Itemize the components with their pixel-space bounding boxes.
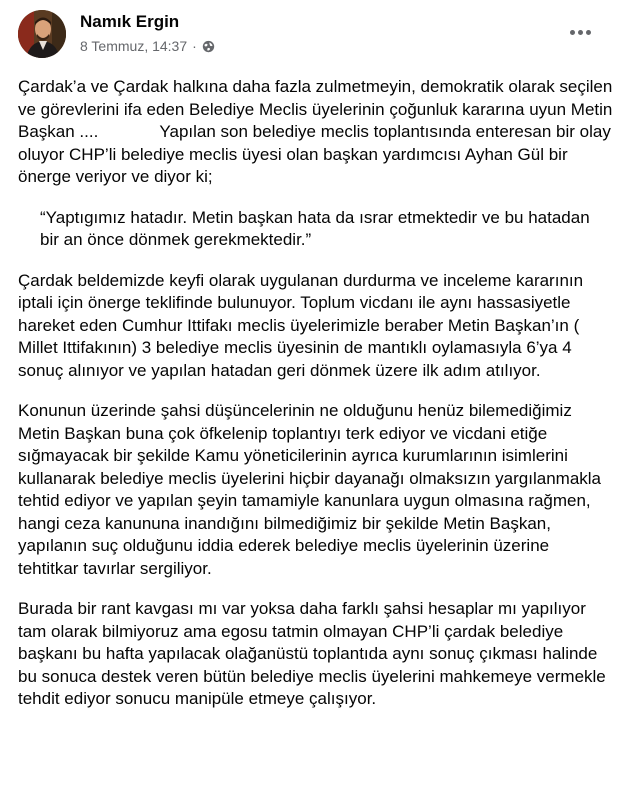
post-date[interactable]: 8 Temmuz, 14:37	[80, 38, 188, 54]
author-name[interactable]: Namık Ergin	[80, 12, 180, 31]
post-paragraph-4: Konunun üzerinde şahsi düşüncelerinin ne olduğunu henüz bilemediğimiz Metin Başkan buna çok öfkelenip toplantıyı terk ediyor ve vicdani etiğe sığmayacak bir şekilde Kamu yöneticilerinin ayrıca kurumlarının isimlerini kullanarak belediye meclis üyelerini hiçbir dayanağı olmaksızın yargılanmakla tehtid ediyor ve yapılan şeyin tamamiyle kanunlara uygun olmasına rağmen, hangi ceza kanununa inandığını bilmediğimiz bir şekilde Metin Başkan, yapılanın suç olduğunu iddia ederek belediye meclis üyelerinin üzerine tehtitkar tavırlar sergiliyor.	[18, 401, 606, 578]
post-paragraph-3: Çardak beldemizde keyfi olarak uygulanan durdurma ve inceleme kararının iptali için önerge teklifinde bulunuyor. Toplum vicdanı ile aynı hassasiyetle hareket eden Cumhur Ittifakı meclis üyelerimizle beraber Metin Başkan’ın ( Millet Ittifakının) 3 belediye meclis üyesinin de mantıklı oylamasıyla 6’ya 4 sonuç alınıyor ve yapılan hatadan geri dönmek üzere ilk adım atılıyor.	[18, 270, 588, 380]
avatar-photo-icon	[18, 10, 66, 58]
post-paragraph-5: Burada bir rant kavgası mı var yoksa daha farklı şahsi hesaplar mı yapılıyor tam olarak bilmiyoruz ama egosu tatmin olmayan CHP’li çardak belediye başkanı bu hafta yapılacak olağanüstü toplantıda aynı sonuç çıkması halinde bu sonuca destek veren bütün belediye meclis üyelerini mahkemeye vermekle tehdit ediyor sonucu manipüle etmeye çalışıyor.	[18, 599, 611, 708]
post-paragraph-1: Çardak’a ve Çardak halkına daha fazla zulmetmeyin, demokratik olarak seçilen ve görevlerini ifa eden Belediye Meclis üyelerinin çoğunluk kararına uyun Metin Başkan .... Yapılan son belediye meclis toplantısında enteresan bir olay oluyor CHP’li belediye meclis üyesi olan başkan yardımcısı Ayhan Gül bir önerge veriyor ve diyor ki;	[18, 77, 618, 186]
avatar[interactable]	[18, 10, 66, 58]
post-meta	[80, 38, 215, 54]
post-quote: “Yaptıgımız hatadır. Metin başkan hata da ısrar etmektedir ve bu hatadan bir an önce dönmek gerekmektedir.”	[40, 207, 595, 249]
more-options-icon	[570, 30, 575, 35]
meta-separator: ·	[192, 38, 197, 54]
more-options-button[interactable]	[563, 22, 597, 42]
more-options-dot	[578, 30, 583, 35]
post-header	[18, 0, 613, 62]
globe-icon[interactable]	[202, 40, 215, 53]
more-options-dot	[586, 30, 591, 35]
post-body	[18, 76, 618, 711]
